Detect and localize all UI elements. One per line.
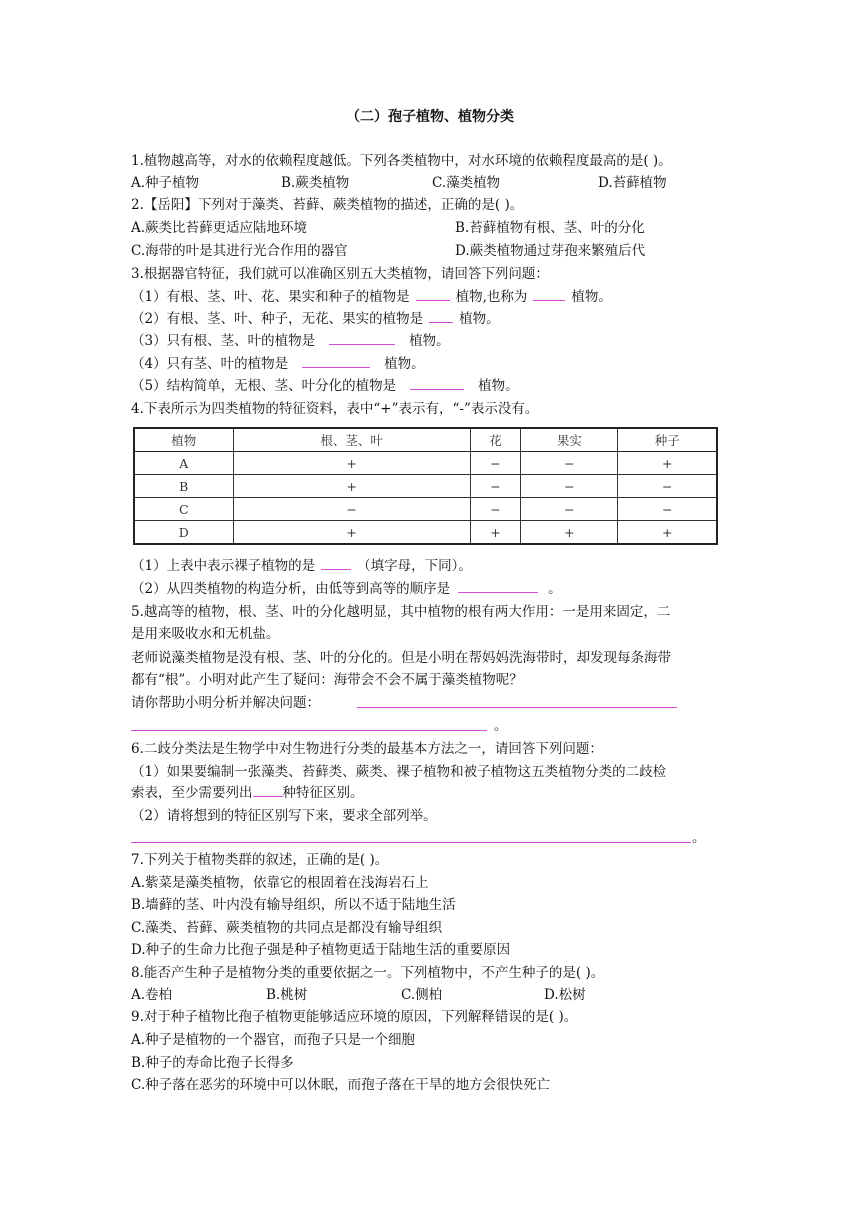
q3-sub4 [131, 355, 425, 373]
q3-sub4-text-b: 植物。 [384, 356, 425, 372]
answer-line[interactable] [131, 842, 691, 843]
q9-stem: 9.对于种子植物比孢子植物更能够适应环境的原因，下列解释错误的是( )。 [131, 1009, 578, 1025]
q3-sub2-text-b: 植物。 [459, 311, 500, 327]
table-cell: + [233, 521, 470, 545]
table-cell: − [521, 475, 618, 498]
q3-sub4-text-a: （4）只有茎、叶的植物是 [131, 356, 289, 372]
q8-option-b: B.桃树 [266, 987, 308, 1003]
table-cell: D [134, 521, 233, 545]
q9-option-b: B.种子的寿命比孢子长得多 [131, 1055, 294, 1071]
q5-line-3: 老师说藻类植物是没有根、茎、叶的分化的。但是小明在帮妈妈洗海带时，却发现每条海带 [131, 650, 671, 666]
q7-option-d: D.种子的生命力比孢子强是种子植物更适于陆地生活的重要原因 [131, 942, 511, 958]
answer-blank[interactable] [429, 310, 453, 323]
q4-sub2-text-a: （2）从四类植物的构造分析，由低等到高等的顺序是 [131, 581, 451, 597]
q8-option-d: D.松树 [544, 987, 586, 1003]
q4-sub2 [131, 580, 562, 598]
q5-line-5: 请你帮助小明分析并解决问题： [131, 695, 320, 711]
table-cell: − [618, 498, 717, 521]
q1-stem: 1.植物越高等，对水的依赖程度越低。下列各类植物中，对水环境的依赖程度最高的是( )。 [131, 153, 672, 169]
table-cell: + [618, 521, 717, 545]
q3-sub2-text-a: （2）有根、茎、叶、种子，无花、果实的植物是 [131, 311, 424, 327]
table-cell: B [134, 475, 233, 498]
q2-option-b: B.苔藓植物有根、茎、叶的分化 [455, 220, 645, 236]
answer-blank[interactable] [458, 580, 538, 593]
q6-sub1-text-b: 索表，至少需要列出 [131, 785, 253, 801]
q3-sub3-text-a: （3）只有根、茎、叶的植物是 [131, 333, 316, 349]
answer-line[interactable] [131, 730, 487, 731]
answer-blank[interactable] [321, 557, 351, 570]
table-row [134, 452, 717, 475]
q5-line-4: 都有“根”。小明对此产生了疑问：海带会不会不属于藻类植物呢？ [131, 672, 523, 688]
q9-option-c: C.种子落在恶劣的环境中可以休眠，而孢子落在干旱的地方会很快死亡 [131, 1077, 551, 1093]
q2-stem: 2.【岳阳】下列对于藻类、苔藓、蕨类植物的描述，正确的是( )。 [131, 197, 524, 213]
q6-end-mark: 。 [692, 830, 706, 846]
table-cell: + [618, 452, 717, 475]
table-cell: + [233, 452, 470, 475]
plant-feature-table [133, 427, 718, 545]
answer-blank[interactable] [416, 288, 450, 301]
answer-blank[interactable] [253, 784, 283, 797]
q5-line-1: 5.越高等的植物，根、茎、叶的分化越明显，其中植物的根有两大作用：一是用来固定，二 [131, 604, 671, 620]
q1-option-a: A.种子植物 [131, 175, 200, 191]
q6-sub2: （2）请将想到的特征区别写下来，要求全部列举。 [131, 808, 437, 824]
q3-sub5-text-a: （5）结构简单，无根、茎、叶分化的植物是 [131, 378, 397, 394]
q7-option-c: C.藻类、苔藓、蕨类植物的共同点是都没有输导组织 [131, 920, 443, 936]
q3-sub1 [131, 288, 612, 306]
q8-option-a: A.卷柏 [131, 987, 173, 1003]
q3-sub3-text-b: 植物。 [409, 333, 450, 349]
table-cell: − [521, 452, 618, 475]
q1-option-b: B.蕨类植物 [281, 175, 350, 191]
table-row [134, 521, 717, 545]
table-header: 果实 [521, 428, 618, 452]
q2-option-a: A.蕨类比苔藓更适应陆地环境 [131, 220, 308, 236]
table-cell: A [134, 452, 233, 475]
table-cell: − [470, 475, 520, 498]
table-cell: − [470, 452, 520, 475]
q4-sub2-text-b: 。 [548, 581, 562, 597]
q7-option-b: B.墙藓的茎、叶内没有输导组织，所以不适于陆地生活 [131, 897, 456, 913]
table-cell: + [521, 521, 618, 545]
table-row [134, 498, 717, 521]
q4-sub1-text-a: （1）上表中表示裸子植物的是 [131, 558, 316, 574]
q6-sub1-line2 [131, 784, 364, 802]
table-cell: C [134, 498, 233, 521]
q4-stem: 4.下表所示为四类植物的特征资料，表中“+”表示有，“-”表示没有。 [131, 401, 539, 417]
q3-stem: 3.根据器官特征，我们就可以准确区别五大类植物，请回答下列问题： [131, 266, 549, 282]
answer-line[interactable] [357, 707, 677, 708]
q3-sub2 [131, 310, 500, 328]
table-header: 植物 [134, 428, 233, 452]
q9-option-a: A.种子是植物的一个器官，而孢子只是一个细胞 [131, 1032, 416, 1048]
q7-option-a: A.紫菜是藻类植物，依靠它的根固着在浅海岩石上 [131, 875, 429, 891]
q3-sub5 [131, 377, 519, 395]
q4-sub1-text-b: （填字母，下同）。 [357, 558, 472, 574]
q6-sub1-text-c: 种特征区别。 [282, 785, 364, 801]
answer-blank[interactable] [302, 355, 370, 368]
q5-end-mark: 。 [494, 718, 508, 734]
q4-sub1 [131, 557, 472, 575]
table-header: 花 [470, 428, 520, 452]
table-header: 根、茎、叶 [233, 428, 470, 452]
answer-blank[interactable] [329, 332, 395, 345]
q5-line-2: 是用来吸收水和无机盐。 [131, 626, 280, 642]
q1-option-d: D.苔藓植物 [598, 175, 667, 191]
q3-sub1-text-c: 植物。 [571, 289, 612, 305]
answer-blank[interactable] [410, 377, 464, 390]
table-cell: − [470, 498, 520, 521]
answer-blank[interactable] [533, 288, 565, 301]
table-cell: − [521, 498, 618, 521]
table-cell: − [618, 475, 717, 498]
table-row [134, 475, 717, 498]
q1-option-c: C.藻类植物 [432, 175, 501, 191]
q8-option-c: C.侧柏 [401, 987, 443, 1003]
table-cell: − [233, 498, 470, 521]
table-header: 种子 [618, 428, 717, 452]
q7-stem: 7.下列关于植物类群的叙述，正确的是( )。 [131, 852, 389, 868]
q2-option-c: C.海带的叶是其进行光合作用的器官 [131, 243, 348, 259]
q3-sub1-text-b: 植物,也称为 [455, 289, 528, 305]
q6-sub1-line1: （1）如果要编制一张藻类、苔藓类、蕨类、裸子植物和被子植物这五类植物分类的二歧检 [131, 764, 667, 780]
q3-sub1-text-a: （1）有根、茎、叶、花、果实和种子的植物是 [131, 289, 410, 305]
q3-sub5-text-b: 植物。 [478, 378, 519, 394]
table-cell: + [470, 521, 520, 545]
q6-stem: 6.二歧分类法是生物学中对生物进行分类的最基本方法之一，请回答下列问题： [131, 741, 603, 757]
table-cell: + [233, 475, 470, 498]
page-title: （二）孢子植物、植物分类 [346, 109, 514, 125]
q8-stem: 8.能否产生种子是植物分类的重要依据之一。下列植物中，不产生种子的是( )。 [131, 965, 605, 981]
q3-sub3 [131, 332, 450, 350]
q2-option-d: D.蕨类植物通过芽孢来繁殖后代 [455, 243, 646, 259]
